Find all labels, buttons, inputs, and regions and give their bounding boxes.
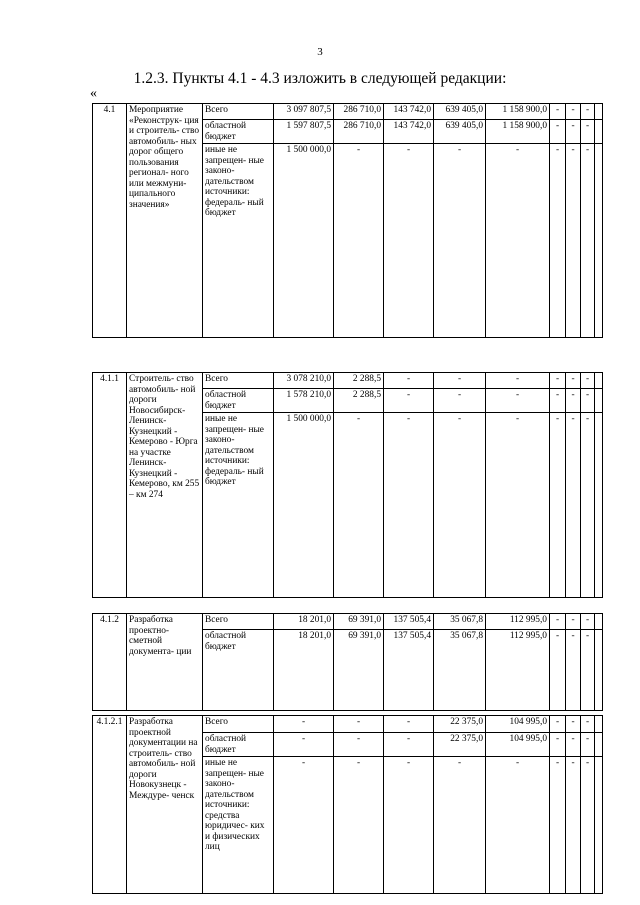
funding-source: областной бюджет bbox=[203, 389, 274, 413]
year-value-cell: 1 500 000,0 bbox=[274, 413, 334, 598]
year-value-cell: 639 405,0 bbox=[434, 120, 486, 144]
year-value-cell: - bbox=[486, 144, 550, 338]
year-value-cell: - bbox=[434, 757, 486, 894]
year-value-cell: 35 067,8 bbox=[434, 630, 486, 711]
empty-cell bbox=[595, 373, 603, 389]
year-value-cell: - bbox=[334, 733, 384, 757]
extra-year-cell: - bbox=[581, 373, 595, 389]
extra-year-cell: - bbox=[550, 614, 566, 630]
year-value-cell: - bbox=[334, 413, 384, 598]
extra-year-cell: - bbox=[581, 757, 595, 894]
year-value-cell: - bbox=[486, 413, 550, 598]
year-value-cell: - bbox=[274, 716, 334, 733]
year-value-cell: 3 078 210,0 bbox=[274, 373, 334, 389]
extra-year-cell: - bbox=[550, 120, 566, 144]
year-value-cell: - bbox=[384, 389, 434, 413]
table-row-spacer bbox=[93, 338, 603, 373]
extra-year-cell: - bbox=[566, 757, 581, 894]
extra-year-cell: - bbox=[581, 104, 595, 120]
extra-year-cell: - bbox=[581, 733, 595, 757]
extra-year-cell: - bbox=[581, 716, 595, 733]
funding-source: иные не запрещен- ные законо- дательством источники: средства юридичес- ких и физических лиц bbox=[203, 757, 274, 894]
extra-year-cell: - bbox=[566, 120, 581, 144]
item-name: Мероприятие «Реконструк- ция и строитель- ство автомобиль- ных дорог общего пользования регионал- ного или межмуни- ципального значения» bbox=[127, 104, 203, 338]
empty-cell bbox=[595, 389, 603, 413]
extra-year-cell: - bbox=[550, 389, 566, 413]
year-value-cell: 104 995,0 bbox=[486, 733, 550, 757]
empty-cell bbox=[595, 757, 603, 894]
year-value-cell: - bbox=[384, 757, 434, 894]
funding-source: Всего bbox=[203, 716, 274, 733]
section-heading: 1.2.3. Пункты 4.1 - 4.3 изложить в следующей редакции: bbox=[133, 70, 507, 87]
empty-cell bbox=[595, 630, 603, 711]
item-code: 4.1.2.1 bbox=[93, 716, 127, 894]
extra-year-cell: - bbox=[566, 630, 581, 711]
year-value-cell: - bbox=[434, 373, 486, 389]
item-name: Разработка проектно- сметной документа- ции bbox=[127, 614, 203, 711]
item-code: 4.1.2 bbox=[93, 614, 127, 711]
table-row bbox=[93, 373, 603, 389]
extra-year-cell: - bbox=[581, 120, 595, 144]
year-value-cell: - bbox=[384, 413, 434, 598]
funding-source: Всего bbox=[203, 104, 274, 120]
year-value-cell: - bbox=[384, 733, 434, 757]
table-row-spacer bbox=[93, 598, 603, 614]
year-value-cell: 1 158 900,0 bbox=[486, 120, 550, 144]
year-value-cell: 104 995,0 bbox=[486, 716, 550, 733]
extra-year-cell: - bbox=[566, 733, 581, 757]
item-name: Разработка проектной документации на строитель- ство автомобиль- ной дороги Новокузнецк - Междуре- ченск bbox=[127, 716, 203, 894]
year-value-cell: - bbox=[274, 733, 334, 757]
extra-year-cell: - bbox=[550, 630, 566, 711]
year-value-cell: 3 097 807,5 bbox=[274, 104, 334, 120]
year-value-cell: 286 710,0 bbox=[334, 120, 384, 144]
funding-source: иные не запрещен- ные законо- дательством источники: федераль- ный бюджет bbox=[203, 144, 274, 338]
year-value-cell: - bbox=[486, 757, 550, 894]
extra-year-cell: - bbox=[566, 104, 581, 120]
funding-table bbox=[92, 103, 603, 894]
year-value-cell: 22 375,0 bbox=[434, 733, 486, 757]
year-value-cell: 143 742,0 bbox=[384, 120, 434, 144]
year-value-cell: - bbox=[334, 144, 384, 338]
year-value-cell: 137 505,4 bbox=[384, 630, 434, 711]
year-value-cell: 137 505,4 bbox=[384, 614, 434, 630]
extra-year-cell: - bbox=[566, 716, 581, 733]
extra-year-cell: - bbox=[566, 413, 581, 598]
year-value-cell: - bbox=[334, 757, 384, 894]
extra-year-cell: - bbox=[581, 630, 595, 711]
year-value-cell: 1 158 900,0 bbox=[486, 104, 550, 120]
extra-year-cell: - bbox=[566, 373, 581, 389]
funding-source: областной бюджет bbox=[203, 120, 274, 144]
empty-cell bbox=[595, 104, 603, 120]
spacer-cell bbox=[93, 598, 603, 614]
year-value-cell: - bbox=[384, 144, 434, 338]
extra-year-cell: - bbox=[566, 614, 581, 630]
year-value-cell: - bbox=[434, 144, 486, 338]
empty-cell bbox=[595, 614, 603, 630]
funding-source: областной бюджет bbox=[203, 733, 274, 757]
extra-year-cell: - bbox=[566, 389, 581, 413]
year-value-cell: 2 288,5 bbox=[334, 389, 384, 413]
year-value-cell: 286 710,0 bbox=[334, 104, 384, 120]
extra-year-cell: - bbox=[550, 144, 566, 338]
year-value-cell: 35 067,8 bbox=[434, 614, 486, 630]
extra-year-cell: - bbox=[550, 757, 566, 894]
extra-year-cell: - bbox=[550, 716, 566, 733]
extra-year-cell: - bbox=[550, 373, 566, 389]
extra-year-cell: - bbox=[581, 144, 595, 338]
empty-cell bbox=[595, 144, 603, 338]
extra-year-cell: - bbox=[550, 413, 566, 598]
year-value-cell: 143 742,0 bbox=[384, 104, 434, 120]
year-value-cell: 22 375,0 bbox=[434, 716, 486, 733]
year-value-cell: 18 201,0 bbox=[274, 630, 334, 711]
spacer-cell bbox=[93, 338, 603, 373]
year-value-cell: 639 405,0 bbox=[434, 104, 486, 120]
funding-source: Всего bbox=[203, 614, 274, 630]
extra-year-cell: - bbox=[550, 733, 566, 757]
year-value-cell: 69 391,0 bbox=[334, 630, 384, 711]
year-value-cell: 1 578 210,0 bbox=[274, 389, 334, 413]
page-number: 3 bbox=[317, 46, 323, 58]
item-code: 4.1 bbox=[93, 104, 127, 338]
empty-cell bbox=[595, 716, 603, 733]
table-row bbox=[93, 104, 603, 120]
empty-cell bbox=[595, 413, 603, 598]
extra-year-cell: - bbox=[581, 389, 595, 413]
year-value-cell: - bbox=[384, 373, 434, 389]
funding-source: областной бюджет bbox=[203, 630, 274, 711]
table-row bbox=[93, 716, 603, 733]
opening-quote-mark: « bbox=[90, 86, 97, 101]
year-value-cell: - bbox=[434, 413, 486, 598]
funding-source: иные не запрещен- ные законо- дательством источники: федераль- ный бюджет bbox=[203, 413, 274, 598]
extra-year-cell: - bbox=[550, 104, 566, 120]
year-value-cell: 2 288,5 bbox=[334, 373, 384, 389]
year-value-cell: 1 597 807,5 bbox=[274, 120, 334, 144]
extra-year-cell: - bbox=[566, 144, 581, 338]
empty-cell bbox=[595, 120, 603, 144]
year-value-cell: 69 391,0 bbox=[334, 614, 384, 630]
year-value-cell: - bbox=[334, 716, 384, 733]
year-value-cell: - bbox=[486, 389, 550, 413]
year-value-cell: 18 201,0 bbox=[274, 614, 334, 630]
year-value-cell: 112 995,0 bbox=[486, 614, 550, 630]
table-row bbox=[93, 614, 603, 630]
year-value-cell: 1 500 000,0 bbox=[274, 144, 334, 338]
item-code: 4.1.1 bbox=[93, 373, 127, 598]
year-value-cell: 112 995,0 bbox=[486, 630, 550, 711]
year-value-cell: - bbox=[434, 389, 486, 413]
extra-year-cell: - bbox=[581, 413, 595, 598]
year-value-cell: - bbox=[384, 716, 434, 733]
year-value-cell: - bbox=[274, 757, 334, 894]
empty-cell bbox=[595, 733, 603, 757]
extra-year-cell: - bbox=[581, 614, 595, 630]
item-name: Строитель- ство автомобиль- ной дороги Новосибирск- Ленинск- Кузнецкий - Кемерово - Юрга на участке Ленинск- Кузнецкий - Кемерово, км 255 – км 274 bbox=[127, 373, 203, 598]
year-value-cell: - bbox=[486, 373, 550, 389]
funding-source: Всего bbox=[203, 373, 274, 389]
